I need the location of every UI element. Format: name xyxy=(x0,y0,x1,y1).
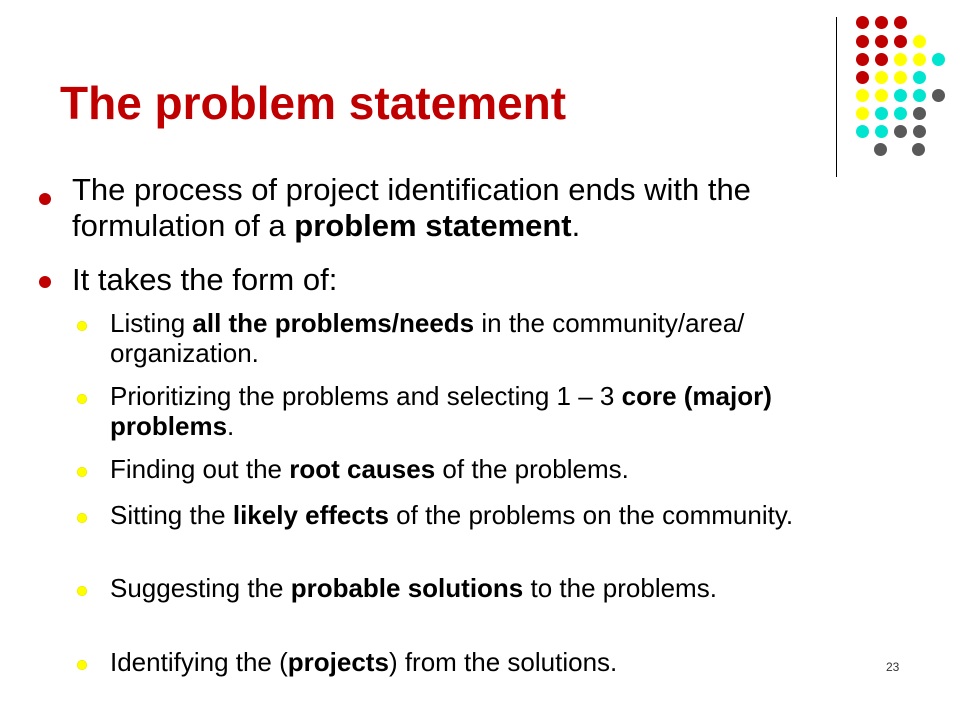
sub-bullet-marker xyxy=(77,660,87,670)
sub-bullet-item-4 xyxy=(110,500,850,530)
bullet-text-bold: core (major) problems xyxy=(110,381,772,442)
decorative-dot xyxy=(894,71,907,84)
bullet-text: Finding out the xyxy=(110,454,290,484)
divider-line xyxy=(836,17,837,177)
decorative-dot xyxy=(875,89,888,102)
sub-bullet-marker xyxy=(77,394,87,404)
sub-bullet-item-3 xyxy=(110,454,870,484)
bullet-text: . xyxy=(227,411,235,442)
bullet-text: in the community/area/ organization. xyxy=(110,308,745,369)
decorative-dot xyxy=(932,53,945,66)
sub-bullet-marker xyxy=(77,586,87,596)
bullet-text: to the problems. xyxy=(523,573,717,603)
decorative-dot xyxy=(856,71,869,84)
decorative-dot xyxy=(912,143,925,156)
bullet-text: Prioritizing the problems and selecting 1 – 3 xyxy=(110,381,622,411)
decorative-dot xyxy=(932,89,945,102)
decorative-dot xyxy=(856,16,869,29)
bullet-marker xyxy=(39,276,51,288)
decorative-dot xyxy=(875,53,888,66)
bullet-text-bold: likely effects xyxy=(232,500,389,530)
decorative-dot xyxy=(894,53,907,66)
sub-bullet-item-5 xyxy=(110,573,770,603)
sub-bullet-marker xyxy=(77,321,87,331)
bullet-text: Suggesting the xyxy=(110,573,291,603)
bullet-text: Identifying the ( xyxy=(110,647,288,677)
decorative-dot xyxy=(913,35,926,48)
decorative-dot xyxy=(856,53,869,66)
bullet-text: of the problems. xyxy=(435,454,629,484)
bullet-item-2 xyxy=(72,262,832,298)
bullet-marker xyxy=(39,193,51,205)
decorative-dot xyxy=(856,89,869,102)
decorative-dot xyxy=(856,107,869,120)
sub-bullet-item-2 xyxy=(110,381,880,441)
bullet-text-bold: probable solutions xyxy=(290,573,524,603)
decorative-dot xyxy=(913,125,926,138)
decorative-dot xyxy=(875,125,888,138)
decorative-dot xyxy=(856,125,869,138)
decorative-dot xyxy=(894,16,907,29)
bullet-text-bold: problem statement xyxy=(294,207,572,243)
decorative-dot xyxy=(913,107,926,120)
slide-title: The problem statement xyxy=(60,77,567,129)
bullet-text: of the problems on the community. xyxy=(388,500,794,530)
bullet-text-bold: all the problems/needs xyxy=(192,308,475,338)
decorative-dot xyxy=(913,89,926,102)
sub-bullet-marker xyxy=(77,513,87,523)
decorative-dot xyxy=(894,35,907,48)
bullet-text-bold: root causes xyxy=(289,454,436,484)
decorative-dot xyxy=(875,16,888,29)
bullet-text-bold: projects xyxy=(287,647,389,677)
decorative-dot xyxy=(875,35,888,48)
decorative-dot xyxy=(894,125,907,138)
page-number: 23 xyxy=(886,660,900,674)
bullet-text: Listing xyxy=(110,308,193,338)
sub-bullet-item-6 xyxy=(110,647,810,677)
decorative-dot xyxy=(894,89,907,102)
bullet-item-1 xyxy=(72,172,852,244)
bullet-text: Sitting the xyxy=(110,500,233,530)
sub-bullet-marker xyxy=(77,467,87,477)
decorative-dot xyxy=(875,71,888,84)
decorative-dot xyxy=(875,107,888,120)
decorative-dot xyxy=(874,143,887,156)
decorative-dot xyxy=(913,53,926,66)
bullet-text: It takes the form of: xyxy=(72,262,338,297)
bullet-text: The process of project identification ends with the formulation of a xyxy=(72,172,751,243)
bullet-text: ) from the solutions. xyxy=(388,647,618,677)
decorative-dot xyxy=(856,35,869,48)
bullet-text: . xyxy=(571,207,581,243)
decorative-dot xyxy=(894,107,907,120)
decorative-dot xyxy=(913,71,926,84)
sub-bullet-item-1 xyxy=(110,308,810,368)
